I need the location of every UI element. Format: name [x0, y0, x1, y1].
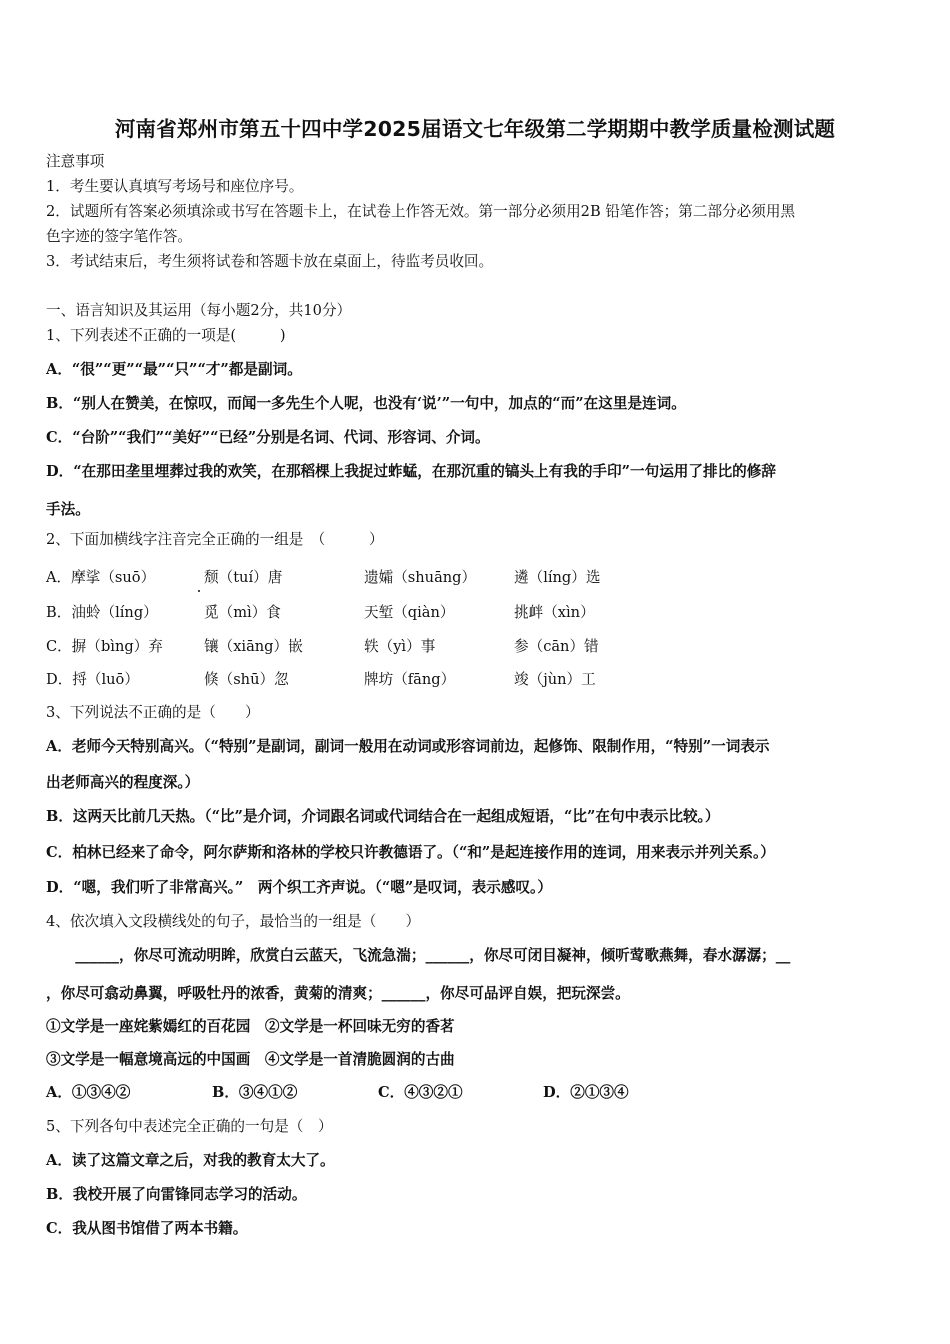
question-2-option-d: D．捋（luō）: [46, 671, 139, 688]
question-2-option-c: C．摒（bìng）弃: [46, 638, 163, 655]
question-4-choice-d: D．②①③④: [543, 1084, 629, 1101]
question-4-choice-a: A．①③④②: [46, 1084, 131, 1101]
question-4-passage-cont: ，你尽可翕动鼻翼，呼吸牡丹的浓香，黄菊的清爽；______，你尽可品评自娱，把玩深尝。: [46, 985, 630, 1002]
question-3-option-b: B．这两天比前几天热。（“比”是介词，介词跟名词或代词结合在一起组成短语，“比”在句中表示比较。）: [46, 808, 720, 825]
question-2-option-d-word: 倏（shū）忽: [204, 671, 289, 688]
notice-heading: 注意事项: [46, 153, 105, 170]
question-1-option-c: C．“台阶”“我们”“美好”“已经”分别是名词、代词、形容词、介词。: [46, 429, 490, 446]
question-4-stem: 4、依次填入文段横线处的句子，最恰当的一组是（ ）: [46, 913, 421, 930]
question-2-option-a-word: 遴（líng）选: [514, 569, 601, 586]
question-2-option-b-word: 觅（mì）食: [204, 604, 281, 621]
question-2-option-d-word: 牌坊（fāng）: [364, 671, 456, 688]
question-3-option-a-cont: 出老师高兴的程度深。）: [46, 774, 200, 791]
question-5-option-b: B．我校开展了向雷锋同志学习的活动。: [46, 1186, 307, 1203]
question-2-option-a-word: 遗孀（shuāng）: [364, 569, 477, 586]
question-2-option-b-word: 挑衅（xìn）: [514, 604, 595, 621]
question-1-option-d-cont: 手法。: [46, 501, 90, 518]
question-2-stem: 2、下面加横线字注音完全正确的一组是 （ ）: [46, 531, 384, 548]
question-4-choice-c: C．④③②①: [378, 1084, 463, 1101]
question-3-option-c: C．柏林已经来了命令，阿尔萨斯和洛林的学校只许教德语了。（“和”是起连接作用的连词，用来表示并列关系。）: [46, 844, 775, 861]
question-5-stem: 5、下列各句中表述完全正确的一句是（ ）: [46, 1118, 333, 1135]
question-1-option-a: A．“很”“更”“最”“只”“才”都是副词。: [46, 361, 302, 378]
question-4-sentences: ①文学是一座姹紫嫣红的百花园 ②文学是一杯回味无穷的香茗: [46, 1018, 455, 1035]
question-4-choice-b: B．③④①②: [212, 1084, 298, 1101]
notice-item: 色字迹的签字笔作答。: [46, 228, 192, 245]
question-2-option-a: A．摩挲（suō）: [46, 569, 156, 586]
notice-item: 3．考试结束后，考生须将试卷和答题卡放在桌面上，待监考员收回。: [46, 253, 494, 270]
question-4-passage: ______，你尽可流动明眸，欣赏白云蓝天，飞流急湍；______，你尽可闭目凝神，倾听莺歌燕舞，春水潺潺；__: [46, 947, 791, 964]
question-5-option-c: C．我从图书馆借了两本书籍。: [46, 1220, 248, 1237]
emphasis-dot: [198, 590, 200, 592]
question-3-option-a: A．老师今天特别高兴。（“特别”是副词，副词一般用在动词或形容词前边，起修饰、限制作用，“特别”一词表示: [46, 738, 770, 755]
notice-item: 2．试题所有答案必须填涂或书写在答题卡上，在试卷上作答无效。第一部分必须用2B 铅笔作答；第二部分必须用黑: [46, 203, 796, 220]
question-1-stem: 1、下列表述不正确的一项是( ): [46, 327, 286, 344]
question-2-option-a-word: 颓（tuí）唐: [204, 569, 283, 586]
question-3-stem: 3、下列说法不正确的是（ ）: [46, 704, 260, 721]
question-2-option-c-word: 参（cān）错: [514, 638, 599, 655]
question-4-sentences: ③文学是一幅意境高远的中国画 ④文学是一首清脆圆润的古曲: [46, 1051, 455, 1068]
section-heading: 一、语言知识及其运用（每小题2分，共10分）: [46, 302, 352, 319]
question-2-option-d-word: 竣（jùn）工: [514, 671, 596, 688]
question-2-option-c-word: 镶（xiāng）嵌: [204, 638, 303, 655]
question-5-option-a: A．读了这篇文章之后，对我的教育太大了。: [46, 1152, 335, 1169]
question-3-option-d: D．“嗯，我们听了非常高兴。” 两个织工齐声说。（“嗯”是叹词，表示感叹。）: [46, 879, 552, 896]
question-2-option-c-word: 轶（yì）事: [364, 638, 436, 655]
question-2-option-b-word: 天堑（qiàn）: [364, 604, 455, 621]
page-title: 河南省郑州市第五十四中学2025届语文七年级第二学期期中教学质量检测试题: [114, 117, 836, 141]
question-2-option-b: B．油蛉（líng）: [46, 604, 158, 621]
question-1-option-d: D．“在那田垄里埋葬过我的欢笑，在那稻棵上我捉过蚱蜢，在那沉重的镐头上有我的手印”一句运用了排比的修辞: [46, 463, 776, 480]
notice-item: 1．考生要认真填写考场号和座位序号。: [46, 178, 304, 195]
question-1-option-b: B．“别人在赞美，在惊叹，而闻一多先生个人呢，也没有‘说’”一句中，加点的“而”在这里是连词。: [46, 395, 686, 412]
